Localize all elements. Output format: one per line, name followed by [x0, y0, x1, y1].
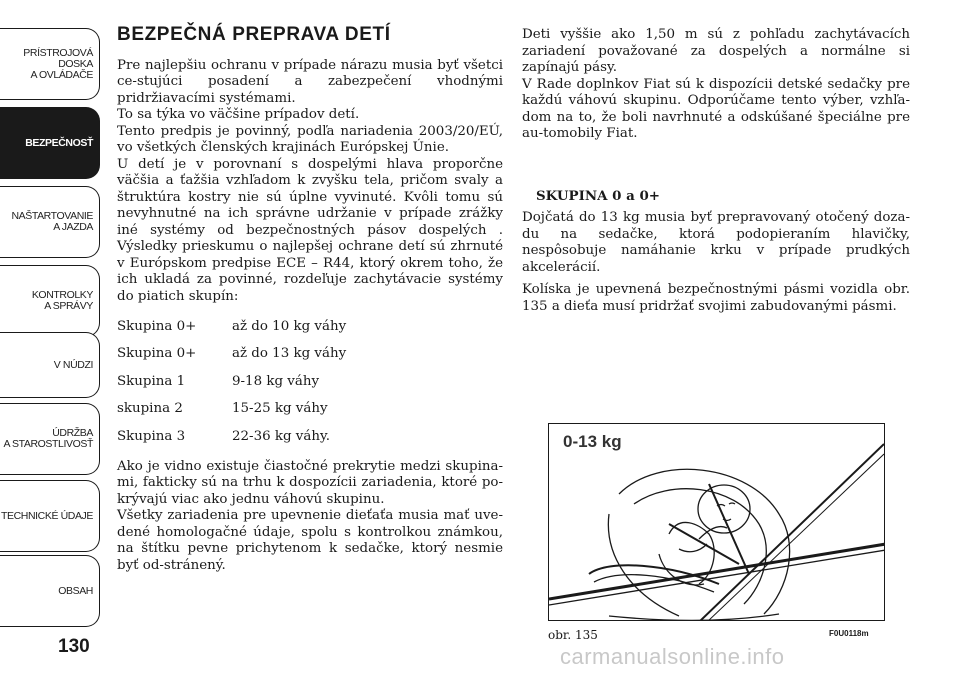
group-name: Skupina 3	[117, 428, 186, 444]
weight-group-row	[117, 423, 503, 451]
figure-code: F0U0118m	[829, 629, 869, 638]
left-column	[117, 24, 503, 574]
group-weight: 9-18 kg váhy	[232, 373, 320, 389]
group-weight: až do 10 kg váhy	[232, 318, 347, 334]
watermark: carmanualsonline.info	[560, 644, 785, 669]
weight-group-row	[117, 368, 503, 396]
tab-udrzba-a-starostlivost[interactable]: ÚDRŽBA A STAROSTLIVOSŤ	[0, 403, 100, 475]
group-weight: až do 13 kg váhy	[232, 346, 347, 361]
paragraph: To sa týka vo väčšine prípadov detí.	[117, 107, 360, 122]
paragraph: Všetky zariadenia pre upevnenie dieťaťa musia mať uve-dené homologačné údaje, spolu s kontrolkou známkou, na štítku pevne prichytenom k sedačke, ktorý nesmie byť od-stránený.	[117, 508, 503, 573]
paragraph: U detí je v porovnaní s dospelými hlava proporčne väčšia a ťažšia vzhľadom k zvyšku tela, pričom svaly a štruktúra kostry nie sú úplne vyvinuté. Kvôli tomu sú nevyhnutné na ich správne udržanie v prípade zrážky iné systémy od bezpečnostných pásov dospelých . Výsledky prieskumu o najlepšej ochrane detí sú zhrnuté v Európskom predpise ECE – R44, ktorý okrem toho, že ich ukladá za povinné, rozdeľuje zachytávacie systémy do piatich skupín:	[117, 156, 503, 304]
group-name: skupina 2	[117, 401, 183, 416]
group-name: Skupina 0+	[117, 346, 197, 361]
right-column	[522, 27, 910, 315]
weight-group-row	[117, 396, 503, 424]
infant-seat-illustration	[549, 424, 885, 621]
figure-weight-label: 0-13 kg	[563, 432, 622, 451]
tab-v-nudzi[interactable]: V NÚDZI	[0, 332, 100, 398]
group-name: Skupina 0+	[117, 318, 197, 334]
tab-obsah[interactable]: OBSAH	[0, 555, 100, 627]
paragraph: Ako je vidno existuje čiastočné prekrytie medzi skupina-mi, fakticky sú na trhu k dospozícii zariadenia, ktoré po-krývajú viac ako jednu váhovú skupinu.	[117, 458, 503, 507]
group-name: Skupina 1	[117, 373, 186, 389]
paragraph: Kolíska je upevnená bezpečnostnými pásmi vozidla obr. 135 a dieťa musí pridržať svojimi zabudovanými pásmi.	[522, 282, 910, 314]
tab-pristrojova-doska[interactable]: PRÍSTROJOVÁ DOSKA A OVLÁDAČE	[0, 28, 100, 100]
tab-nastartovanie-a-jazda[interactable]: NAŠTARTOVANIE A JAZDA	[0, 186, 100, 258]
weight-group-row	[117, 313, 503, 341]
group-weight: 15-25 kg váhy	[232, 401, 328, 416]
tab-technicke-udaje[interactable]: TECHNICKÉ ÚDAJE	[0, 480, 100, 552]
figure-infant-seat	[548, 423, 885, 621]
paragraph: V Rade doplnkov Fiat sú k dispozícii detské sedačky pre každú váhovú skupinu. Odporúčame tento výber, vzhľa-dom na to, že boli navrhnuté a odskúšané špeciálne pre au-tomobily Fiat.	[522, 76, 910, 141]
weight-groups-list	[117, 313, 503, 451]
tab-kontrolky-a-spravy[interactable]: KONTROLKY A SPRÁVY	[0, 265, 100, 337]
paragraph: Dojčatá do 13 kg musia byť prepravovaný otočený doza-du na sedačke, ktorá podopieraním hlavičky, nespôsobuje namáhanie krku v prípade prudkých akcelerácií.	[522, 210, 910, 275]
paragraph: Deti vyššie ako 1,50 m sú z pohľadu zachytávacích zariadení považované za dospelých a normálne si zapínajú pásy.	[522, 27, 910, 75]
tab-bezpecnost[interactable]: BEZPEČNOSŤ	[0, 107, 100, 179]
section-heading: SKUPINA 0 a 0+	[536, 187, 660, 204]
page-number: 130	[58, 636, 90, 657]
page-title: BEZPEČNÁ PREPRAVA DETÍ	[117, 24, 391, 45]
weight-group-row	[117, 341, 503, 369]
paragraph: Tento predpis je povinný, podľa nariadenia 2003/20/EÚ, vo všetkých členských krajinách Európskej Únie.	[117, 123, 503, 155]
group-weight: 22-36 kg váhy.	[232, 428, 331, 444]
figure-caption: obr. 135	[548, 628, 598, 642]
paragraph: Pre najlepšiu ochranu v prípade nárazu musia byť všetci ce-stujúci posadení a zabezpečení vhodnými pridržiavacími systémami.	[117, 57, 503, 106]
